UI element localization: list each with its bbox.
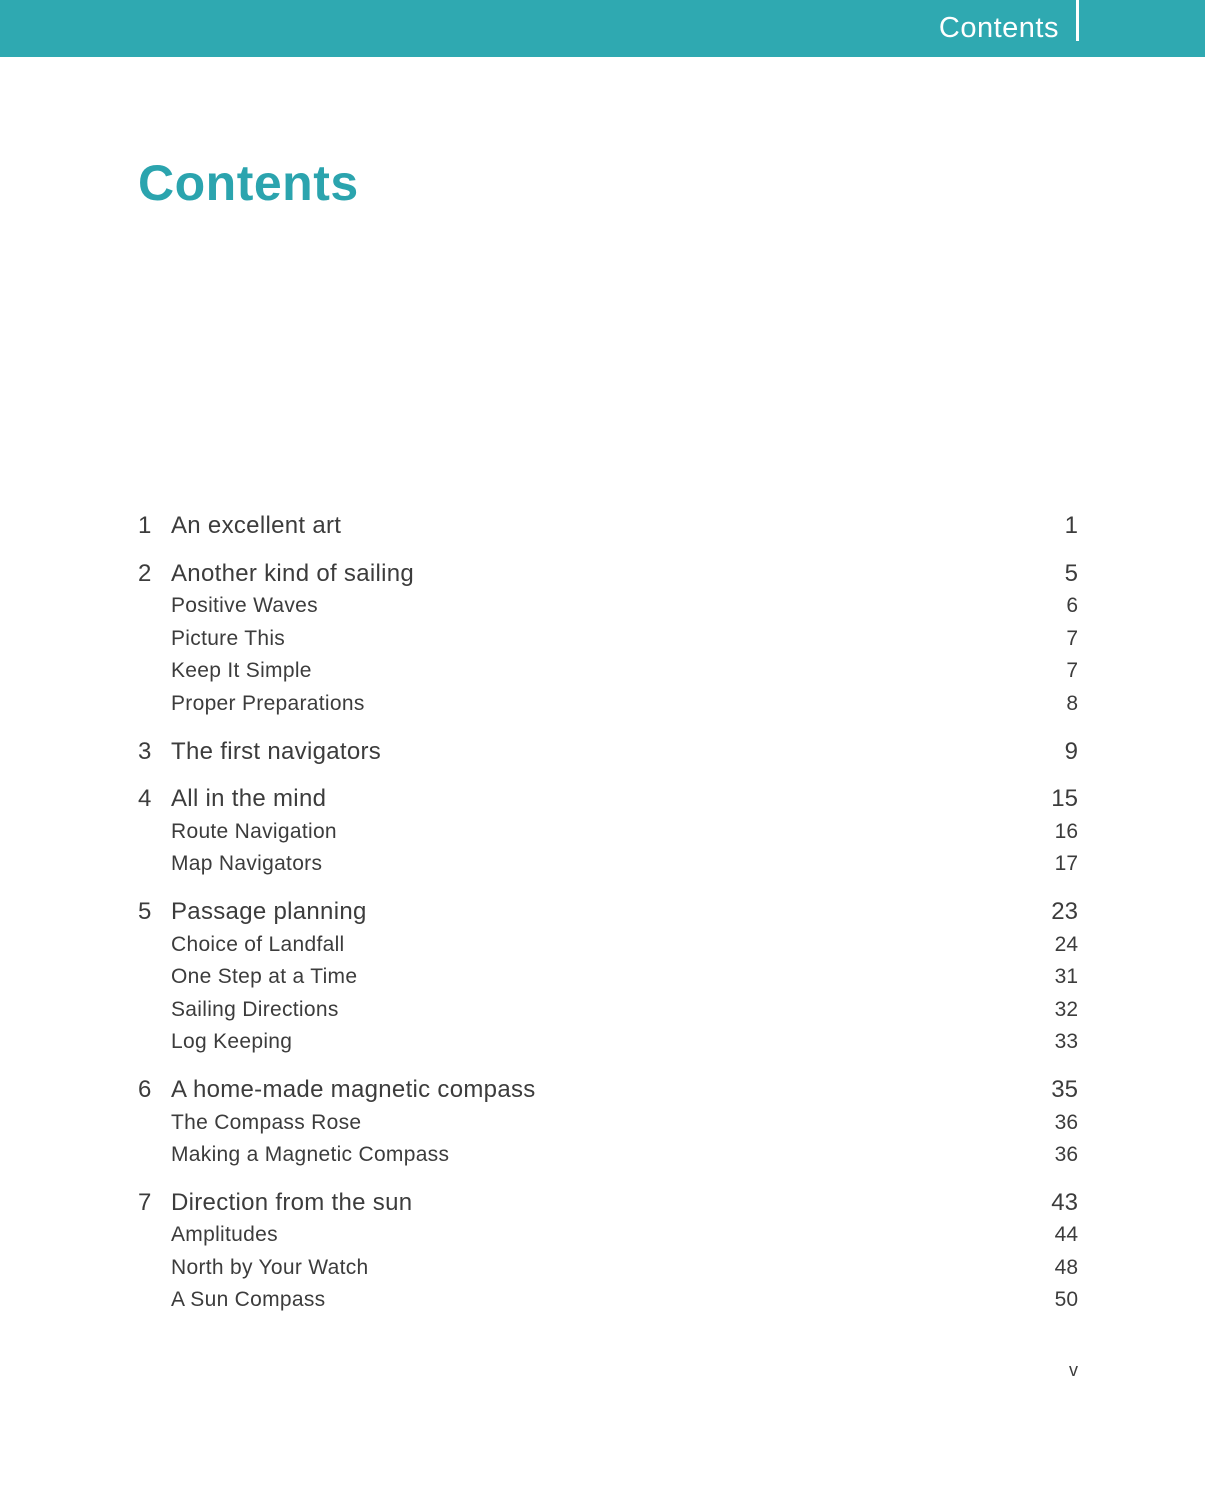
section-page-number: 24 (1054, 932, 1078, 956)
toc-section-entry (138, 1252, 1078, 1285)
section-title: Amplitudes (171, 1223, 278, 1247)
chapter-number: 4 (138, 785, 152, 813)
toc-section-entry (138, 688, 1078, 721)
toc-chapter-entry (138, 1187, 1078, 1220)
chapter-number: 1 (138, 512, 152, 539)
section-page-number: 36 (1054, 1143, 1078, 1167)
toc-section-entry (138, 1219, 1078, 1252)
chapter-page-number: 23 (1051, 897, 1078, 925)
header-divider-rule (1076, 0, 1079, 41)
toc-chapter-entry (138, 783, 1078, 816)
section-title: Making a Magnetic Compass (171, 1143, 450, 1167)
toc-section-entry (138, 961, 1078, 994)
toc-chapter-block (138, 558, 1078, 721)
section-title: North by Your Watch (171, 1255, 369, 1279)
section-title: Picture This (171, 626, 286, 650)
section-page-number: 36 (1054, 1110, 1078, 1134)
chapter-page-number: 43 (1051, 1188, 1078, 1216)
toc-section-entry (138, 816, 1078, 849)
section-title: Sailing Directions (171, 997, 339, 1021)
chapter-title: The first navigators (171, 737, 382, 765)
toc-chapter-entry (138, 510, 1078, 543)
chapter-number: 3 (138, 737, 152, 765)
section-title: The Compass Rose (171, 1110, 362, 1134)
section-page-number: 32 (1054, 997, 1078, 1021)
running-header-title: Contents (938, 12, 1059, 44)
table-of-contents (138, 510, 1078, 1317)
section-title: Proper Preparations (171, 691, 365, 715)
toc-section-entry (138, 655, 1078, 688)
chapter-number: 6 (138, 1075, 152, 1103)
section-page-number: 16 (1054, 819, 1078, 843)
toc-section-entry (138, 994, 1078, 1027)
toc-chapter-block (138, 510, 1078, 543)
running-header-band (0, 0, 1205, 57)
section-page-number: 7 (1066, 659, 1078, 683)
section-title: Log Keeping (171, 1030, 293, 1054)
chapter-title: Direction from the sun (171, 1188, 413, 1216)
section-page-number: 17 (1054, 852, 1078, 876)
toc-section-entry (138, 623, 1078, 656)
section-page-number: 44 (1054, 1223, 1078, 1247)
section-title: Choice of Landfall (171, 932, 345, 956)
section-title: Keep It Simple (171, 659, 312, 683)
toc-chapter-block (138, 896, 1078, 1059)
toc-section-entry (138, 1107, 1078, 1140)
section-title: Positive Waves (171, 594, 318, 618)
section-page-number: 50 (1054, 1288, 1078, 1312)
chapter-title: Passage planning (171, 897, 367, 925)
toc-chapter-entry (138, 1074, 1078, 1107)
chapter-page-number: 35 (1051, 1075, 1078, 1103)
section-page-number: 33 (1054, 1030, 1078, 1054)
chapter-page-number: 15 (1051, 785, 1078, 813)
section-page-number: 48 (1054, 1255, 1078, 1279)
chapter-page-number: 5 (1064, 559, 1078, 587)
chapter-page-number: 1 (1064, 512, 1078, 539)
toc-section-entry (138, 929, 1078, 962)
chapter-number: 2 (138, 559, 152, 587)
toc-chapter-block (138, 783, 1078, 881)
toc-chapter-block (138, 1187, 1078, 1317)
page-body (0, 155, 1205, 1381)
toc-chapter-entry (138, 736, 1078, 769)
toc-section-entry (138, 1026, 1078, 1059)
section-page-number: 7 (1066, 626, 1078, 650)
chapter-title: An excellent art (171, 512, 342, 539)
chapter-title: A home-made magnetic compass (171, 1075, 536, 1103)
chapter-title: All in the mind (171, 785, 327, 813)
page-title: Contents (138, 155, 359, 211)
toc-chapter-entry (138, 558, 1078, 591)
toc-chapter-entry (138, 896, 1078, 929)
toc-section-entry (138, 590, 1078, 623)
section-title: Route Navigation (171, 819, 337, 843)
chapter-number: 5 (138, 897, 152, 925)
section-page-number: 8 (1066, 691, 1078, 715)
section-title: A Sun Compass (171, 1288, 326, 1312)
toc-section-entry (138, 1139, 1078, 1172)
section-page-number: 6 (1066, 594, 1078, 618)
toc-section-entry (138, 848, 1078, 881)
section-title: One Step at a Time (171, 965, 358, 989)
toc-chapter-block (138, 1074, 1078, 1172)
chapter-title: Another kind of sailing (171, 559, 415, 587)
section-page-number: 31 (1054, 965, 1078, 989)
toc-section-entry (138, 1284, 1078, 1317)
section-title: Map Navigators (171, 852, 323, 876)
toc-chapter-block (138, 736, 1078, 769)
chapter-number: 7 (138, 1188, 152, 1216)
page-folio: v (1069, 1360, 1078, 1381)
chapter-page-number: 9 (1064, 737, 1078, 765)
